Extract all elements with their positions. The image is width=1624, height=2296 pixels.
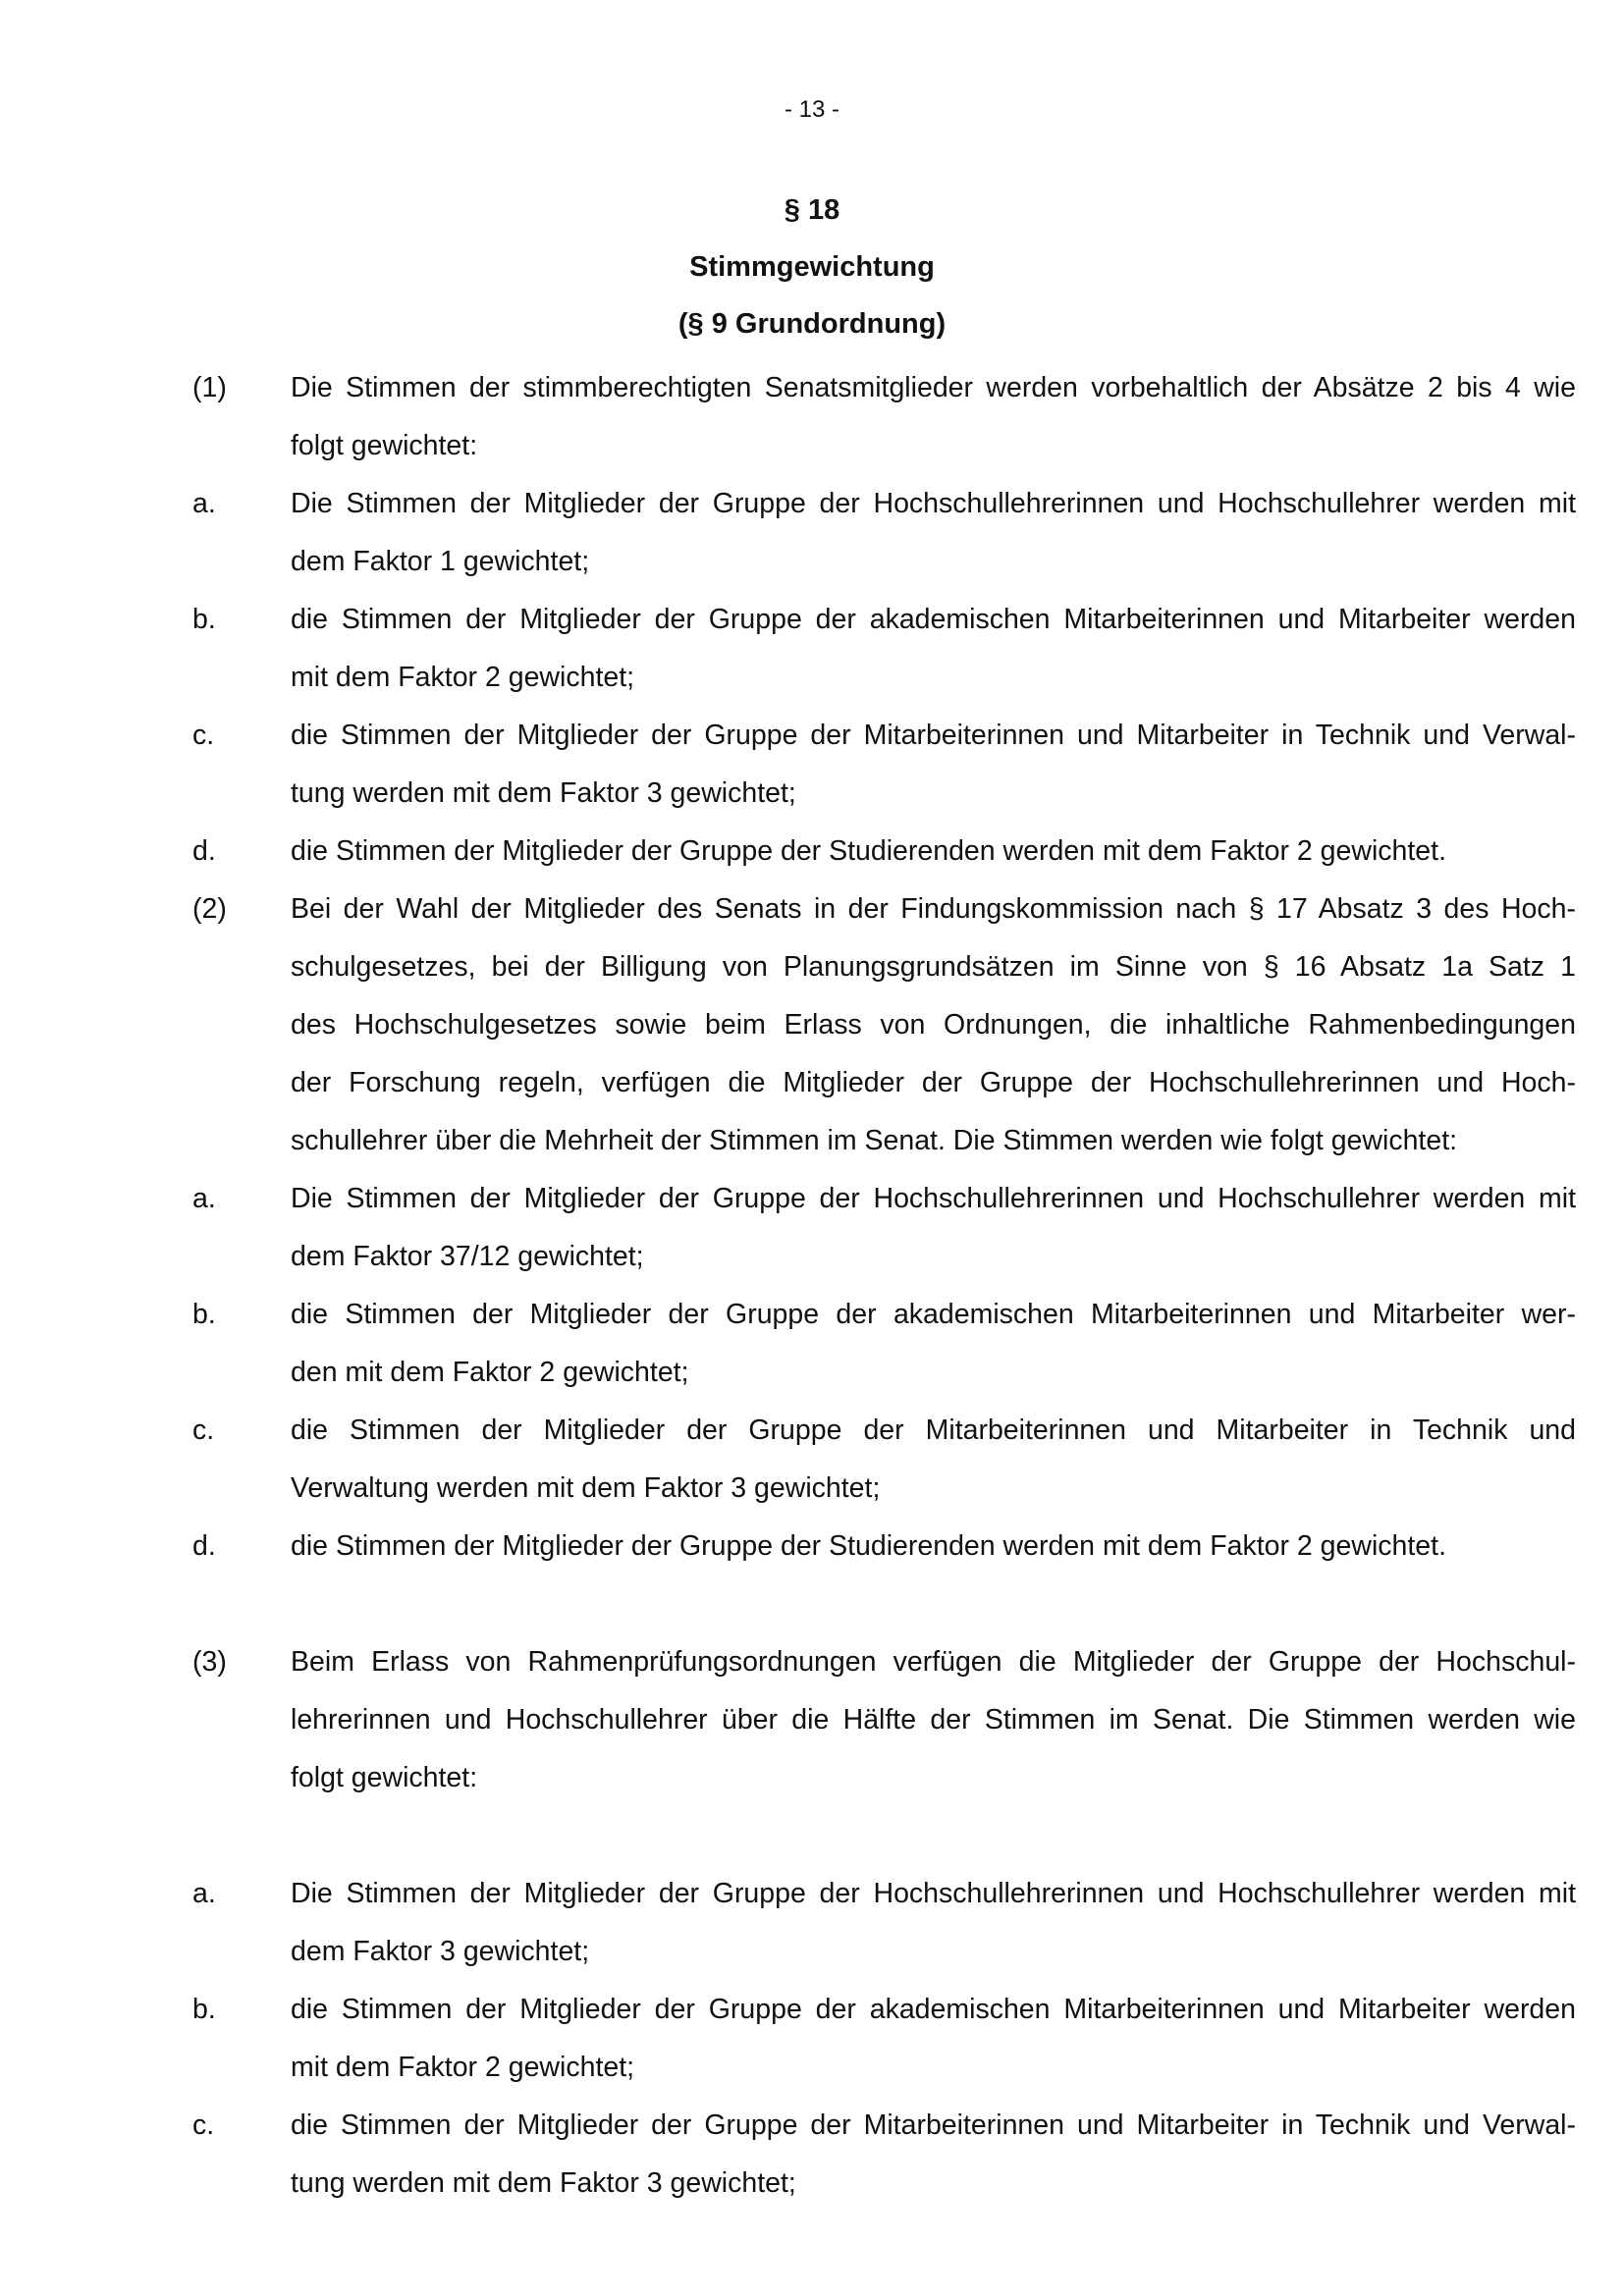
text-line: Die Stimmen der Mitglieder der Gruppe der Hochschullehrerinnen und Hochschullehrer werden mit (291, 1183, 1576, 1214)
paragraph-text (291, 1518, 1576, 1575)
paragraph-label: (2) (192, 893, 227, 925)
section-number: § 18 (784, 194, 840, 226)
paragraph-label: b. (192, 1299, 216, 1330)
text-line: schullehrer über die Mehrheit der Stimmen im Senat. Die Stimmen werden wie folgt gewichtet: (291, 1125, 1458, 1156)
text-line: den mit dem Faktor 2 gewichtet; (291, 1357, 689, 1388)
text-line: die Stimmen der Mitglieder der Gruppe der Mitarbeiterinnen und Mitarbeiter in Technik und (291, 1415, 1576, 1446)
text-line: Die Stimmen der stimmberechtigten Senatsmitglieder werden vorbehaltlich der Absätze 2 bis 4 wie (291, 372, 1576, 403)
text-line: schulgesetzes, bei der Billigung von Planungsgrundsätzen im Sinne von § 16 Absatz 1a Satz 1 (291, 951, 1576, 983)
page-number: - 13 - (784, 96, 839, 123)
paragraph-label: a. (192, 1183, 216, 1214)
paragraph-label: b. (192, 604, 216, 635)
paragraph-label: (1) (192, 372, 227, 403)
paragraph-text (291, 1865, 1576, 1981)
paragraph-text (291, 2097, 1576, 2213)
text-line: die Stimmen der Mitglieder der Gruppe der Mitarbeiterinnen und Mitarbeiter in Technik und Verwal- (291, 720, 1576, 751)
text-line: Die Stimmen der Mitglieder der Gruppe der Hochschullehrerinnen und Hochschullehrer werden mit (291, 488, 1576, 519)
paragraph-label: c. (192, 720, 215, 751)
text-line: folgt gewichtet: (291, 430, 478, 461)
text-line: folgt gewichtet: (291, 1762, 478, 1793)
paragraph-text (291, 1633, 1576, 1807)
paragraph-label: (3) (192, 1646, 227, 1678)
paragraph-label: d. (192, 835, 216, 867)
text-line: die Stimmen der Mitglieder der Gruppe der akademischen Mitarbeiterinnen und Mitarbeiter wer- (291, 1299, 1576, 1330)
paragraph-text (291, 1981, 1576, 2097)
text-line: die Stimmen der Mitglieder der Gruppe der akademischen Mitarbeiterinnen und Mitarbeiter werden (291, 604, 1576, 635)
text-line: die Stimmen der Mitglieder der Gruppe der Studierenden werden mit dem Faktor 2 gewichtet. (291, 1530, 1446, 1562)
text-line: Bei der Wahl der Mitglieder des Senats in der Findungskommission nach § 17 Absatz 3 des Hoch- (291, 893, 1576, 925)
text-line: tung werden mit dem Faktor 3 gewichtet; (291, 777, 796, 809)
paragraph-text (291, 881, 1576, 1170)
paragraph-text (291, 823, 1576, 881)
text-line: Beim Erlass von Rahmenprüfungsordnungen verfügen die Mitglieder der Gruppe der Hochschul- (291, 1646, 1576, 1678)
paragraph-text (291, 591, 1576, 707)
paragraph-label: b. (192, 1994, 216, 2025)
text-line: tung werden mit dem Faktor 3 gewichtet; (291, 2167, 796, 2199)
paragraph-label: d. (192, 1530, 216, 1562)
paragraph-label: c. (192, 2109, 215, 2141)
text-line: der Forschung regeln, verfügen die Mitglieder der Gruppe der Hochschullehrerinnen und Hoch- (291, 1067, 1576, 1098)
text-line: mit dem Faktor 2 gewichtet; (291, 2052, 635, 2083)
paragraph-text (291, 1402, 1576, 1518)
text-line: dem Faktor 1 gewichtet; (291, 546, 590, 577)
paragraph-label: a. (192, 488, 216, 519)
paragraph-text (291, 1170, 1576, 1286)
paragraph-label: a. (192, 1878, 216, 1909)
text-line: die Stimmen der Mitglieder der Gruppe der Mitarbeiterinnen und Mitarbeiter in Technik und Verwal- (291, 2109, 1576, 2141)
text-line: die Stimmen der Mitglieder der Gruppe der akademischen Mitarbeiterinnen und Mitarbeiter werden (291, 1994, 1576, 2025)
paragraph-text (291, 1286, 1576, 1402)
text-line: dem Faktor 3 gewichtet; (291, 1936, 590, 1967)
section-title: Stimmgewichtung (689, 251, 935, 283)
paragraph-text (291, 359, 1576, 475)
paragraph-label: c. (192, 1415, 215, 1446)
paragraph-text (291, 475, 1576, 591)
paragraph-text (291, 707, 1576, 823)
text-line: Verwaltung werden mit dem Faktor 3 gewichtet; (291, 1472, 881, 1504)
text-line: die Stimmen der Mitglieder der Gruppe der Studierenden werden mit dem Faktor 2 gewichtet. (291, 835, 1446, 867)
text-line: des Hochschulgesetzes sowie beim Erlass von Ordnungen, die inhaltliche Rahmenbedingungen (291, 1009, 1576, 1041)
text-line: mit dem Faktor 2 gewichtet; (291, 662, 635, 693)
text-line: Die Stimmen der Mitglieder der Gruppe der Hochschullehrerinnen und Hochschullehrer werden mit (291, 1878, 1576, 1909)
text-line: dem Faktor 37/12 gewichtet; (291, 1241, 644, 1272)
text-line: lehrerinnen und Hochschullehrer über die Hälfte der Stimmen im Senat. Die Stimmen werden wie (291, 1704, 1576, 1735)
section-reference: (§ 9 Grundordnung) (677, 308, 947, 340)
